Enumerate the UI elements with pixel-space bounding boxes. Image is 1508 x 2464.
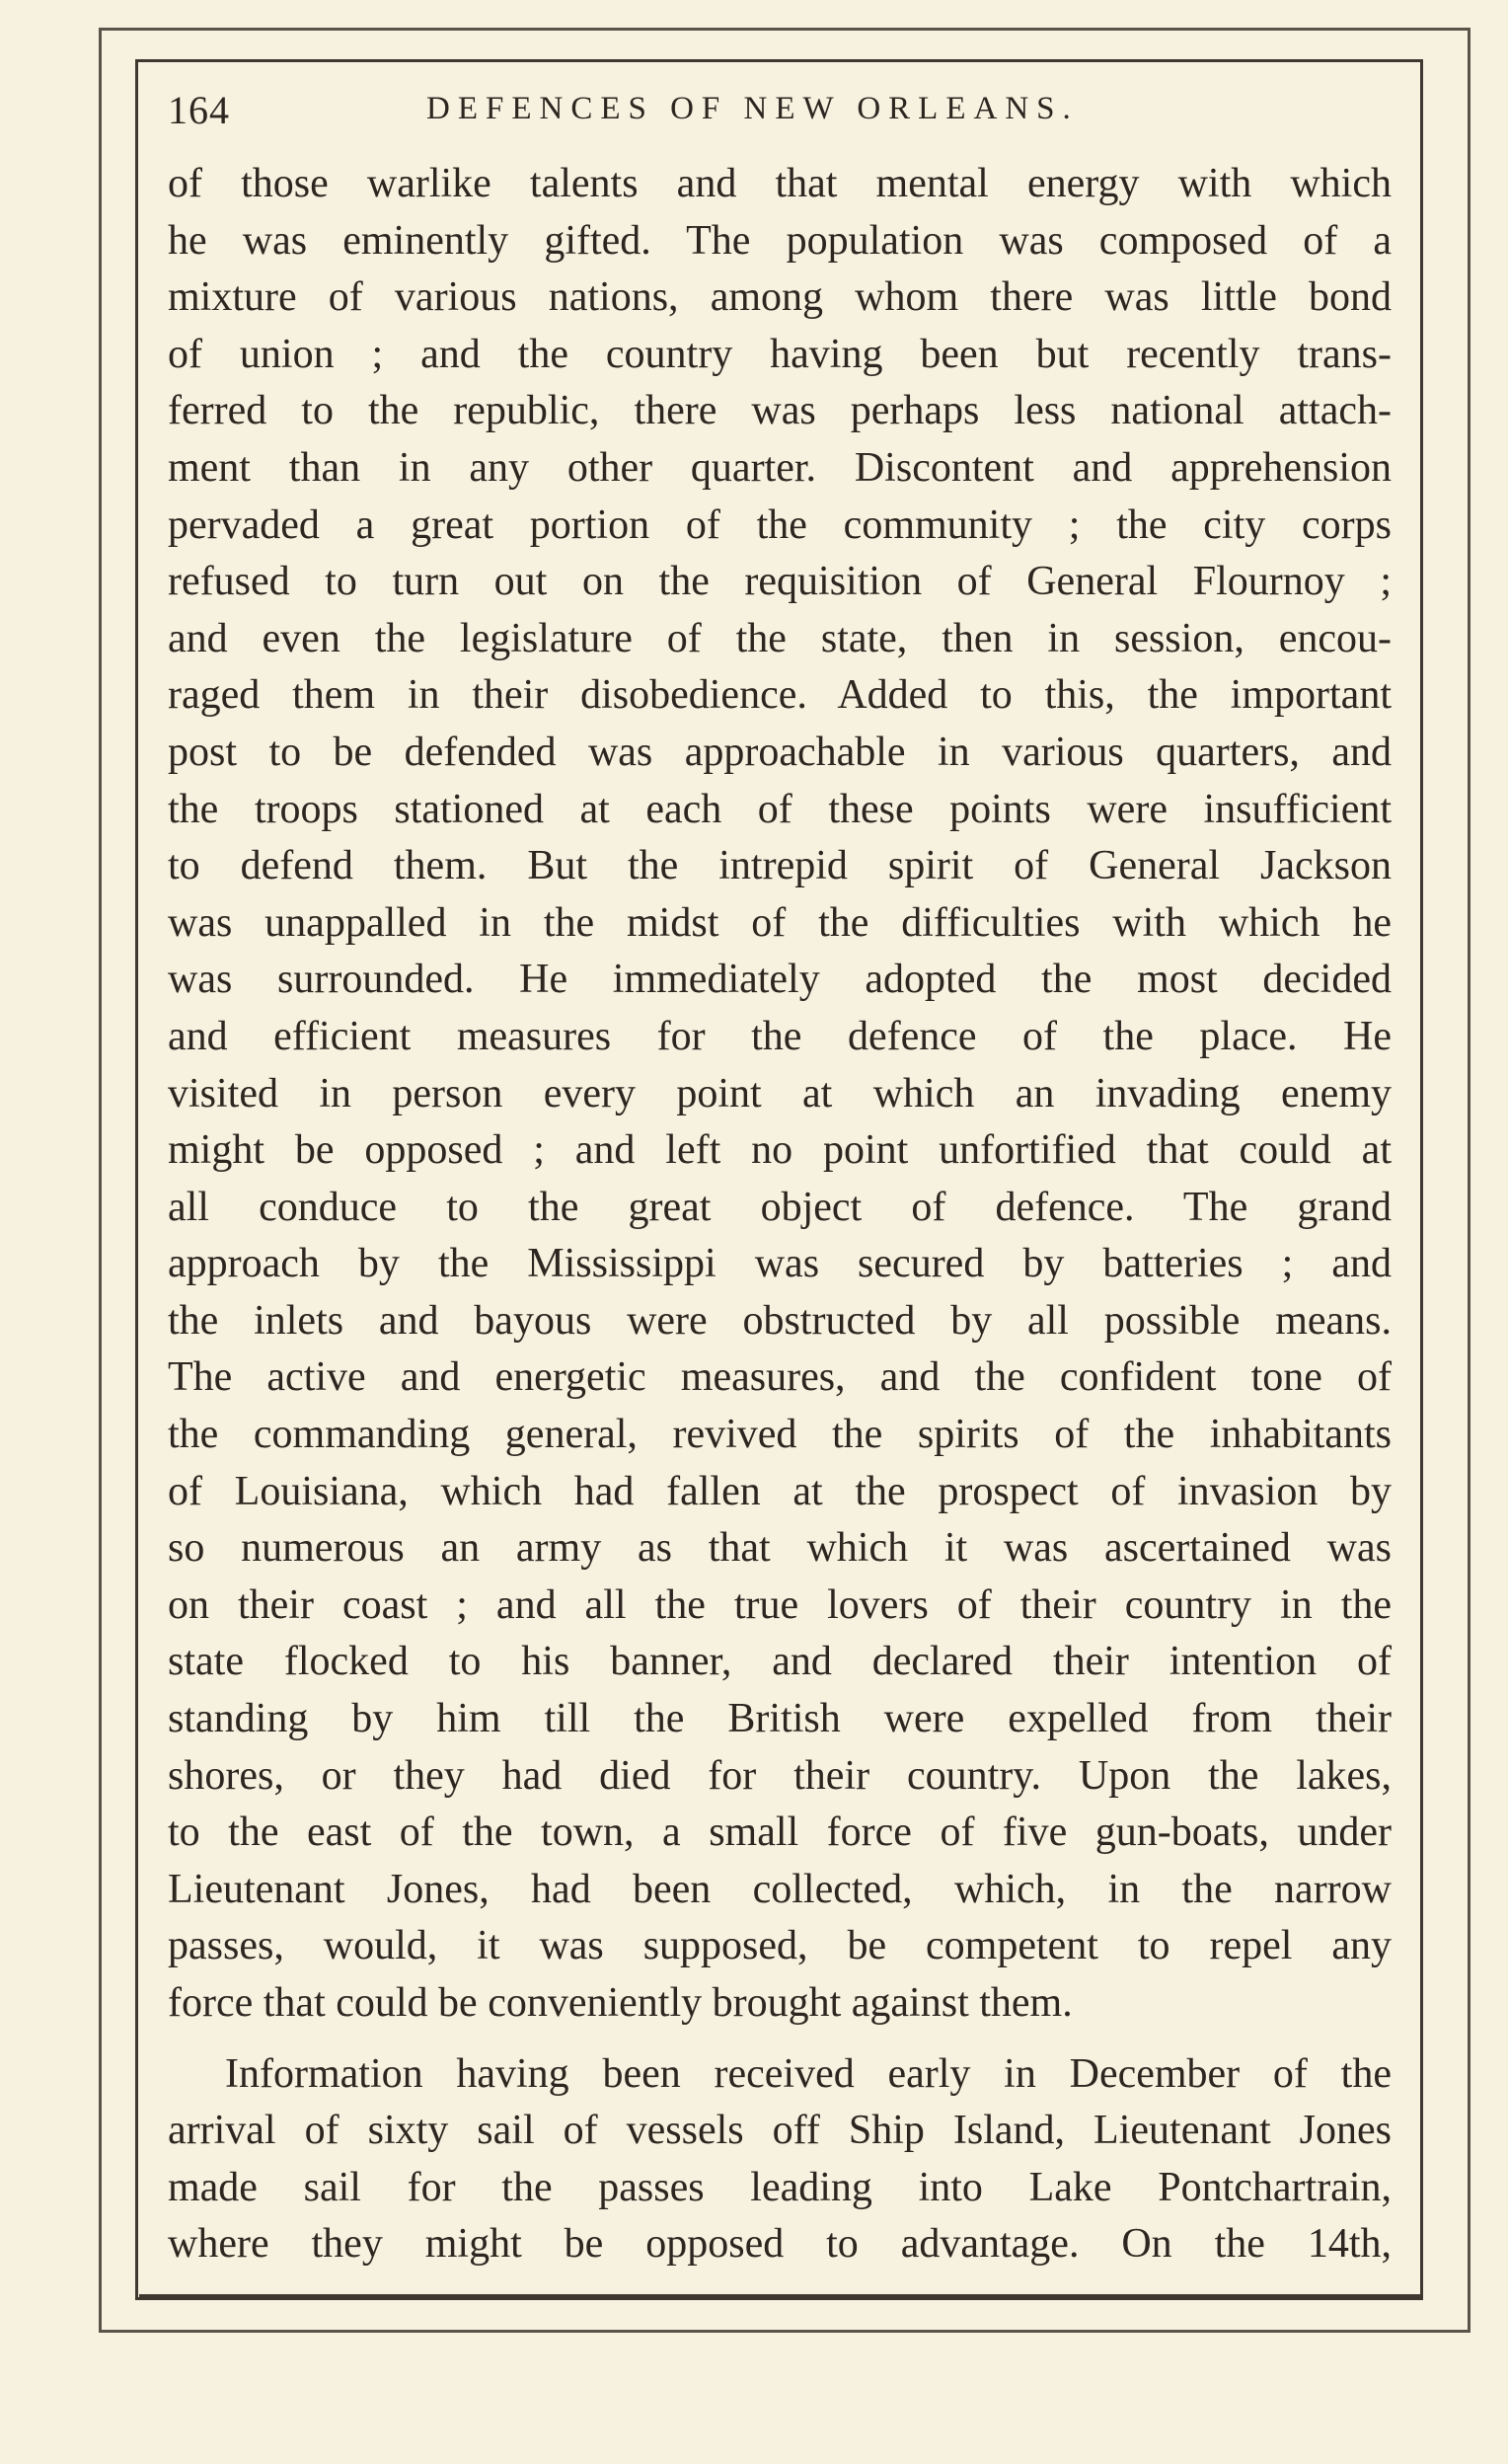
text-frame-bottom-rule [139,2294,1422,2297]
text-line: of union ; and the country having been but recently trans- [168,331,1392,377]
text-line: the commanding general, revived the spirits of the inhabitants [168,1412,1392,1458]
text-line: ment than in any other quarter. Discontent and apprehension [168,444,1392,491]
text-line: of Louisiana, which had fallen at the prospect of invasion by [168,1468,1392,1514]
text-line: arrival of sixty sail of vessels off Ship Island, Lieutenant Jones [168,2108,1392,2154]
text-line: on their coast ; and all the true lovers of their country in the [168,1581,1392,1628]
text-line: Information having been received early in December of the [225,2050,1392,2097]
text-line: approach by the Mississippi was secured by batteries ; and [168,1241,1392,1287]
text-line: was surrounded. He immediately adopted the most decided [168,957,1392,1003]
text-line: ferred to the republic, there was perhaps less national attach- [168,388,1392,434]
text-line: shores, or they had died for their country. Upon the lakes, [168,1752,1392,1799]
text-line: mixture of various nations, among whom there was little bond [168,274,1392,321]
text-line: refused to turn out on the requisition of General Flournoy ; [168,559,1392,605]
text-line: standing by him till the British were expelled from their [168,1696,1392,1742]
text-line: might be opposed ; and left no point unfortified that could at [168,1127,1392,1174]
text-line: visited in person every point at which an invading enemy [168,1070,1392,1116]
text-line: force that could be conveniently brought against them. [168,1980,1073,2026]
text-line: to defend them. But the intrepid spirit of General Jackson [168,843,1392,889]
text-line: the troops stationed at each of these points were insufficient [168,786,1392,832]
paragraph-2 [168,2046,1392,2273]
paragraph-gap [168,2033,1392,2046]
text-line: where they might be opposed to advantage. On the 14th, [168,2221,1392,2268]
text-line: all conduce to the great object of defence. The grand [168,1184,1392,1230]
running-head [168,87,1401,136]
text-line: passes, would, it was supposed, be competent to repel any [168,1923,1392,1969]
text-line: and efficient measures for the defence of the place. He [168,1013,1392,1059]
text-line: Lieutenant Jones, had been collected, which, in the narrow [168,1866,1392,1912]
text-line: state flocked to his banner, and declared their intention of [168,1639,1392,1685]
text-line: so numerous an army as that which it was ascertained was [168,1525,1392,1572]
running-title: DEFENCES OF NEW ORLEANS. [426,91,1079,126]
body-text [168,156,1392,2273]
text-line: made sail for the passes leading into Lake Pontchartrain, [168,2164,1392,2210]
text-line: pervaded a great portion of the community ; the city corps [168,501,1392,548]
text-line: he was eminently gifted. The population was composed of a [168,217,1392,264]
text-line: raged them in their disobedience. Added to this, the important [168,672,1392,719]
text-line: to the east of the town, a small force of five gun-boats, under [168,1810,1392,1856]
text-line: the inlets and bayous were obstructed by all possible means. [168,1297,1392,1344]
text-line: The active and energetic measures, and the confident tone of [168,1354,1392,1401]
page-number: 164 [168,88,230,132]
paragraph-1 [168,156,1392,2033]
text-line: and even the legislature of the state, then in session, encou- [168,615,1392,661]
text-line: post to be defended was approachable in various quarters, and [168,729,1392,775]
text-line: was unappalled in the midst of the difficulties with which he [168,899,1392,946]
text-line: of those warlike talents and that mental energy with which [168,161,1392,206]
